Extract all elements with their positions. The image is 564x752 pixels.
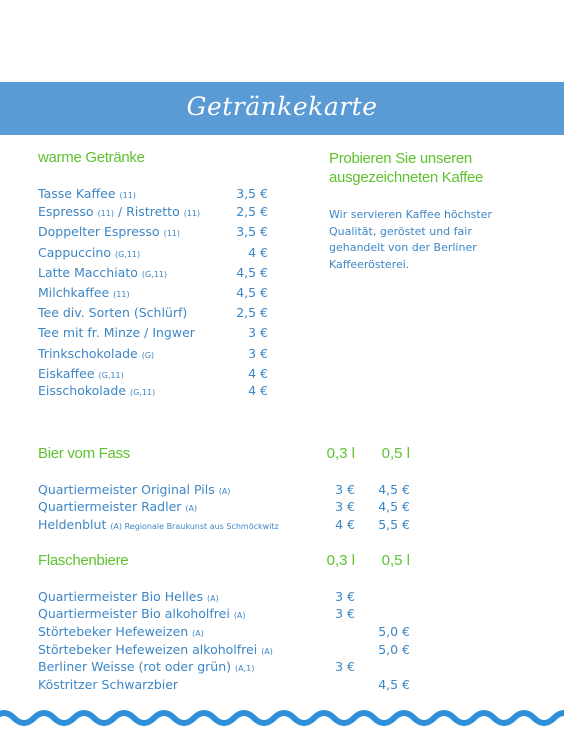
item-name: Doppelter Espresso: [38, 224, 160, 239]
item-name-alt: / Ristretto: [117, 204, 180, 219]
item-price: 2,5 €: [236, 305, 268, 320]
menu-item: [38, 304, 268, 321]
item-price-large: 5,5 €: [378, 517, 410, 532]
menu-item: [38, 641, 410, 658]
menu-item: [38, 244, 268, 261]
size-header-small: 0,3 l: [326, 445, 355, 462]
warm-drinks-heading: warme Getränke: [38, 149, 145, 166]
tap-beer-heading: Bier vom Fass: [38, 445, 130, 462]
item-price-small: 3 €: [335, 499, 355, 514]
item-name: Espresso: [38, 204, 94, 219]
item-price-small: 4 €: [335, 517, 355, 532]
menu-item: [38, 264, 268, 281]
menu-item: [38, 284, 268, 301]
item-price: 4 €: [248, 383, 268, 398]
item-price-small: 3 €: [335, 482, 355, 497]
item-note: (11): [163, 229, 180, 238]
item-price: 2,5 €: [236, 204, 268, 219]
item-name: Eisschokolade: [38, 383, 127, 398]
item-price: 3,5 €: [236, 224, 268, 239]
item-note: (G): [141, 351, 155, 360]
menu-item: [38, 623, 410, 640]
menu-item: [38, 203, 268, 220]
item-name: Heldenblut: [38, 517, 107, 532]
item-note: (A): [218, 487, 231, 496]
menu-item: [38, 588, 410, 605]
item-name: Cappuccino: [38, 245, 111, 260]
item-price-small: 3 €: [335, 606, 355, 621]
item-name: Störtebeker Hefeweizen: [38, 624, 189, 639]
item-price: 3 €: [248, 346, 268, 361]
item-name: Quartiermeister Radler: [38, 499, 182, 514]
item-price-large: 4,5 €: [378, 677, 410, 692]
menu-item: [38, 382, 268, 399]
menu-item: [38, 498, 410, 515]
item-note: (G,11): [130, 388, 156, 397]
item-name: Quartiermeister Bio Helles: [38, 589, 204, 604]
item-price-large: 5,0 €: [378, 624, 410, 639]
menu-item: [38, 516, 410, 533]
item-price: 4 €: [248, 366, 268, 381]
item-name: Quartiermeister Original Pils: [38, 482, 215, 497]
bottled-beer-heading: Flaschenbiere: [38, 552, 129, 569]
item-note: (A): [192, 629, 204, 638]
menu-item: [38, 658, 410, 675]
item-name: Tee div. Sorten (Schlürf): [38, 305, 188, 320]
item-note: (A): [207, 594, 219, 603]
size-header-large: 0,5 l: [381, 445, 410, 462]
item-price-large: 5,0 €: [378, 642, 410, 657]
item-name: Tasse Kaffee: [38, 186, 116, 201]
menu-title: Getränkekarte: [186, 92, 378, 121]
item-price: 4 €: [248, 245, 268, 260]
title-banner: [0, 82, 564, 135]
menu-item: [38, 223, 268, 240]
menu-item: [38, 185, 268, 202]
menu-item: [38, 605, 410, 622]
menu-item: [38, 324, 268, 341]
item-name: Trinkschokolade: [38, 346, 138, 361]
item-price: 4,5 €: [236, 265, 268, 280]
item-name: Störtebeker Hefeweizen alkoholfrei: [38, 642, 258, 657]
item-price: 3,5 €: [236, 186, 268, 201]
item-note: (G,11): [141, 270, 168, 279]
menu-item: [38, 365, 268, 382]
item-note: (11): [183, 209, 201, 218]
item-note: (A) Regionale Braukunst aus Schmöckwitz: [110, 522, 279, 531]
item-name: Eiskaffee: [38, 366, 95, 381]
item-price-small: 3 €: [335, 589, 355, 604]
item-note: (11): [97, 209, 114, 218]
menu-item: [38, 481, 410, 498]
item-note: (11): [113, 290, 130, 299]
item-price: 4,5 €: [236, 285, 268, 300]
item-note: (A,1): [234, 664, 255, 673]
item-note: (G,11): [98, 371, 124, 380]
coffee-promo-text: Wir servieren Kaffee höchster Qualität, geröstet und fair gehandelt von der Berliner Kaffeerösterei.: [329, 208, 493, 271]
item-note: (A): [261, 647, 273, 656]
item-price-small: 3 €: [335, 659, 355, 674]
item-name: Milchkaffee: [38, 285, 110, 300]
item-note: (A): [185, 504, 198, 513]
item-price-large: 4,5 €: [378, 499, 410, 514]
wave-decoration: [0, 704, 564, 730]
item-note: (11): [119, 191, 136, 200]
size-header-large: 0,5 l: [381, 552, 410, 569]
item-note: (G,11): [114, 250, 141, 259]
menu-item: [38, 676, 410, 693]
item-name: Quartiermeister Bio alkoholfrei: [38, 606, 230, 621]
menu-item: [38, 345, 268, 362]
item-name: Tee mit fr. Minze / Ingwer: [38, 325, 195, 340]
item-price: 3 €: [248, 325, 268, 340]
item-name: Latte Macchiato: [38, 265, 138, 280]
item-name: Köstritzer Schwarzbier: [38, 677, 179, 692]
item-note: (A): [233, 611, 246, 620]
item-price-large: 4,5 €: [378, 482, 410, 497]
coffee-promo-heading: Probieren Sie unseren ausgezeichneten Kaffee: [329, 150, 484, 186]
size-header-small: 0,3 l: [326, 552, 355, 569]
item-name: Berliner Weisse (rot oder grün): [38, 659, 231, 674]
